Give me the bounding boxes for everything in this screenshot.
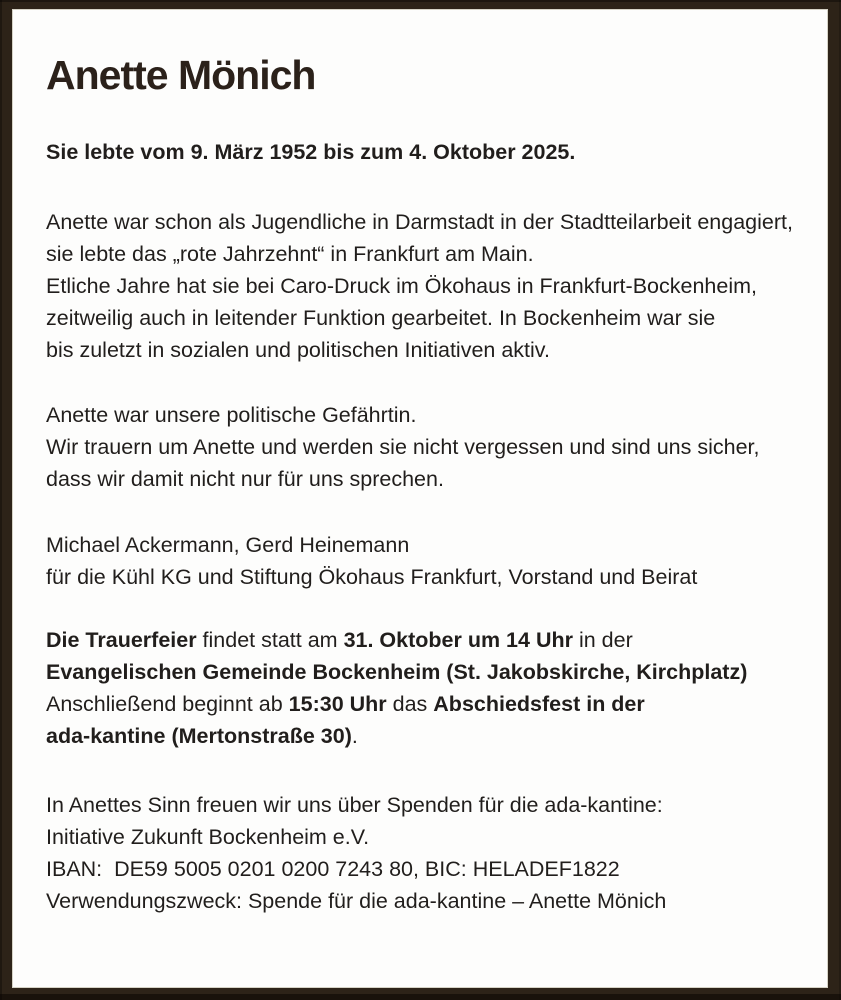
deceased-name: Anette Mönich	[46, 52, 316, 98]
donation-purpose-line: Verwendungszweck: Spende für die ada-kantine – Anette Mönich	[46, 889, 667, 913]
biography-line: bis zuletzt in sozialen und politischen Initiativen aktiv.	[46, 338, 550, 362]
funeral-details-paragraph	[46, 624, 811, 752]
biography-line: Anette war schon als Jugendliche in Darmstadt in der Stadtteilarbeit engagiert,	[46, 210, 793, 234]
funeral-text: .	[351, 724, 358, 748]
funeral-text: in der	[572, 628, 633, 652]
funeral-location-line: Evangelischen Gemeinde Bockenheim (St. Jakobskirche, Kirchplatz)	[46, 660, 748, 684]
funeral-text: das	[386, 692, 434, 716]
donation-intro-line: In Anettes Sinn freuen wir uns über Spenden für die ada-kantine:	[46, 793, 663, 817]
farewell-event-label: Abschiedsfest in der	[433, 692, 645, 716]
signatories-paragraph	[46, 529, 811, 593]
funeral-event-label: Die Trauerfeier	[46, 628, 197, 652]
tribute-line: Wir trauern um Anette und werden sie nicht vergessen und sind uns sicher,	[46, 435, 760, 459]
tribute-line: dass wir damit nicht nur für uns sprechen.	[46, 467, 444, 491]
signatories-names-line: Michael Ackermann, Gerd Heinemann	[46, 533, 410, 557]
farewell-location: ada-kantine (Mertonstraße 30)	[46, 724, 352, 748]
life-dates-line: Sie lebte vom 9. März 1952 bis zum 4. Oktober 2025.	[46, 140, 576, 164]
signatories-role-line: für die Kühl KG und Stiftung Ökohaus Frankfurt, Vorstand und Beirat	[46, 565, 698, 589]
donation-paragraph	[46, 789, 811, 917]
funeral-line-3	[46, 688, 811, 720]
biography-line: Etliche Jahre hat sie bei Caro-Druck im Ökohaus in Frankfurt-Bockenheim,	[46, 274, 757, 298]
tribute-paragraph	[46, 399, 811, 495]
funeral-text: Anschließend beginnt ab	[46, 692, 289, 716]
donation-org-line: Initiative Zukunft Bockenheim e.V.	[46, 825, 370, 849]
biography-line: zeitweilig auch in leitender Funktion gearbeitet. In Bockenheim war sie	[46, 306, 716, 330]
tribute-line: Anette war unsere politische Gefährtin.	[46, 403, 417, 427]
donation-iban-line: IBAN: DE59 5005 0201 0200 7243 80, BIC: HELADEF1822	[46, 857, 620, 881]
funeral-line-4	[46, 720, 811, 752]
funeral-text: findet statt am	[196, 628, 344, 652]
funeral-datetime: 31. Oktober um 14 Uhr	[343, 628, 573, 652]
biography-line: sie lebte das „rote Jahrzehnt“ in Frankfurt am Main.	[46, 242, 534, 266]
funeral-line-1	[46, 624, 811, 656]
biography-paragraph	[46, 206, 811, 366]
farewell-time: 15:30 Uhr	[288, 692, 387, 716]
obituary-card	[12, 9, 828, 988]
